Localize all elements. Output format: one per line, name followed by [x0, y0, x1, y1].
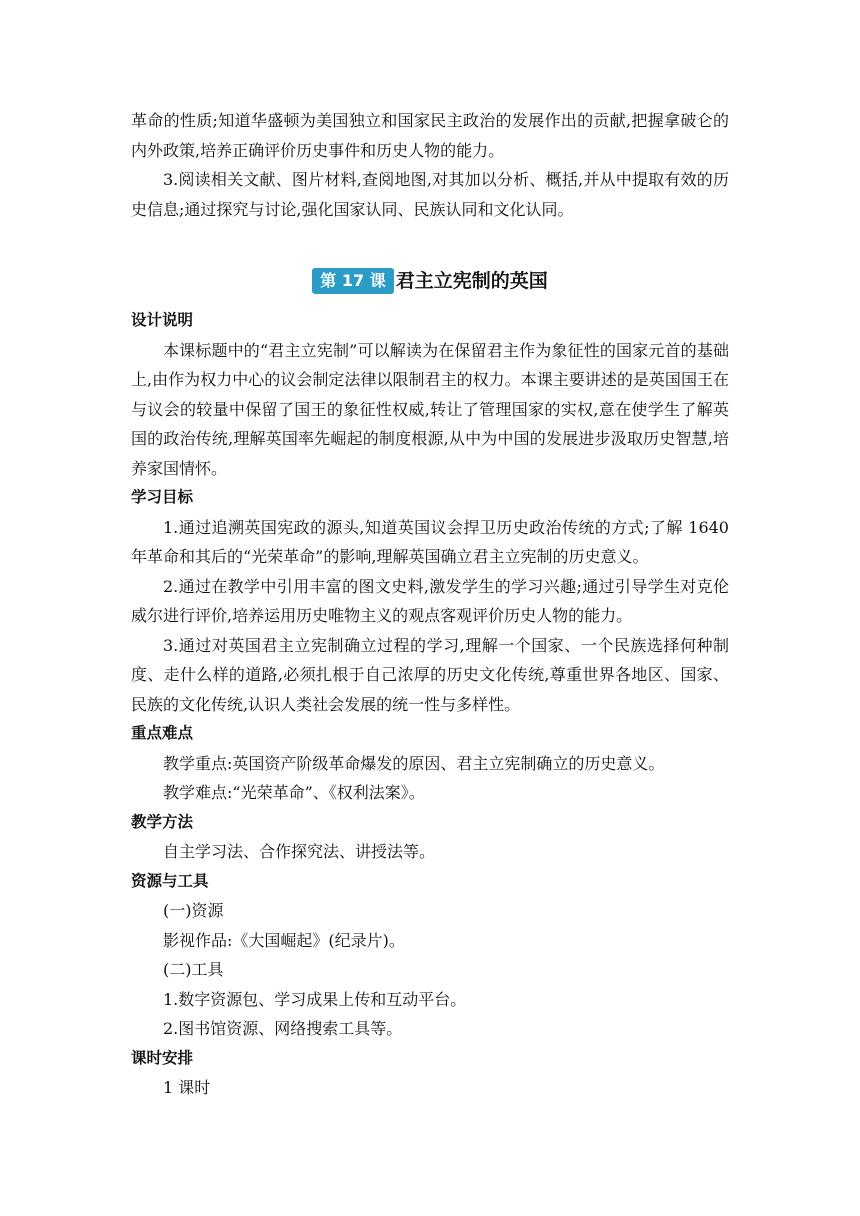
lesson-name: 君主立宪制的英国: [395, 269, 548, 292]
design-text: 本课标题中的“君主立宪制”可以解读为在保留君主作为象征性的国家元首的基础上,由作为权力中心的议会制定法律以限制君主的权力。本课主要讲述的是英国国王在与议会的较量中保留了国王的象征性权威,转让了管理国家的实权,意在使学生了解英国的政治传统,理解英国率先崛起的制度根源,从中为中国的发展进步汲取历史智慧,培养家国情怀。: [131, 340, 729, 478]
methods-text: 自主学习法、合作探究法、讲授法等。: [163, 842, 436, 861]
lesson-number-badge: 第 17 课: [312, 268, 393, 294]
design-heading: 设计说明: [131, 311, 194, 329]
intro-paragraph-1: 革命的性质;知道华盛顿为美国独立和国家民主政治的发展作出的贡献,把握拿破仑的内外政策,培养正确评价历史事件和历史人物的能力。: [131, 111, 729, 160]
resources-sub2-item: 2.图书馆资源、网络搜索工具等。: [163, 1019, 403, 1038]
key-points-heading: 重点难点: [131, 724, 194, 742]
teaching-focus: 教学重点:英国资产阶级革命爆发的原因、君主立宪制确立的历史意义。: [163, 753, 665, 773]
resources-heading: 资源与工具: [131, 871, 209, 890]
methods-heading: 教学方法: [131, 812, 194, 831]
resources-sub1: (一)资源: [163, 901, 224, 920]
page-content: [131, 106, 729, 1103]
resources-sub2-item: 1.数字资源包、学习成果上传和互动平台。: [163, 989, 467, 1009]
lesson-title: [131, 260, 729, 300]
goals-heading: 学习目标: [131, 488, 194, 506]
schedule-heading: 课时安排: [131, 1048, 194, 1067]
goal-item: 2.通过在教学中引用丰富的图文史料,激发学生的学习兴趣;通过引导学生对克伦威尔进行评价,培养运用历史唯物主义的观点客观评价历史人物的能力。: [131, 576, 729, 625]
intro-paragraph-2: 3.阅读相关文献、图片材料,查阅地图,对其加以分析、概括,并从中提取有效的历史信息;通过探究与讨论,强化国家认同、民族认同和文化认同。: [131, 170, 729, 219]
teaching-difficulty: 教学难点:“光荣革命”、《权利法案》。: [163, 783, 425, 802]
goal-item: 3.通过对英国君主立宪制确立过程的学习,理解一个国家、一个民族选择何种制度、走什么样的道路,必须扎根于自己浓厚的历史文化传统,尊重世界各地区、国家、民族的文化传统,认识人类社会发展的统一性与多样性。: [131, 635, 729, 714]
resources-sub1-item: 影视作品:《大国崛起》(纪录片)。: [163, 930, 405, 950]
resources-sub2: (二)工具: [163, 960, 224, 979]
goal-item: 1.通过追溯英国宪政的源头,知道英国议会捍卫历史政治传统的方式;了解 1640 年革命和其后的“光荣革命”的影响,理解英国确立君主立宪制的历史意义。: [131, 517, 729, 566]
schedule-text: 1 课时: [163, 1078, 211, 1097]
